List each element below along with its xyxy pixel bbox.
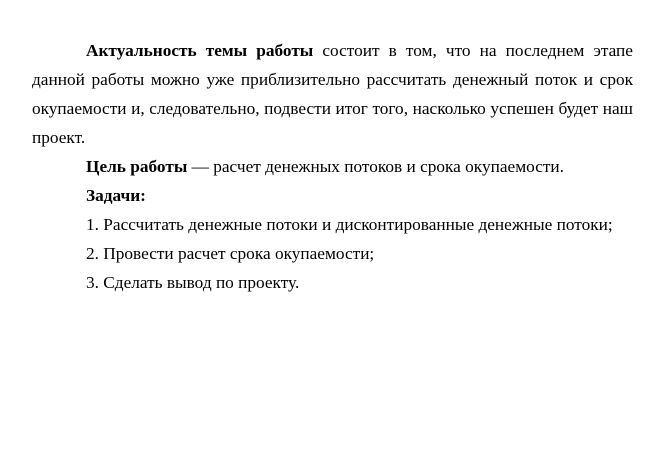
relevance-lead: Актуальность темы работы (86, 41, 314, 60)
task-item-2: 2. Провести расчет срока окупаемости; (86, 244, 375, 263)
goal-paragraph (32, 152, 633, 181)
document-body (32, 36, 633, 297)
task-item-1: 1. Рассчитать денежные потоки и дисконтированные денежные потоки; (86, 215, 613, 234)
goal-text: — расчет денежных потоков и срока окупаемости. (187, 157, 564, 176)
goal-lead: Цель работы (86, 157, 188, 176)
relevance-text: состоит в том, что на последнем этапе данной работы можно уже приблизительно рассчитать денежный поток и срок окупаемости и, следовательно, подвести итог того, насколько успешен будет наш проект. (32, 41, 633, 147)
task-item-3: 3. Сделать вывод по проекту. (86, 273, 300, 292)
relevance-paragraph (32, 36, 633, 152)
tasks-heading: Задачи: (86, 186, 146, 205)
